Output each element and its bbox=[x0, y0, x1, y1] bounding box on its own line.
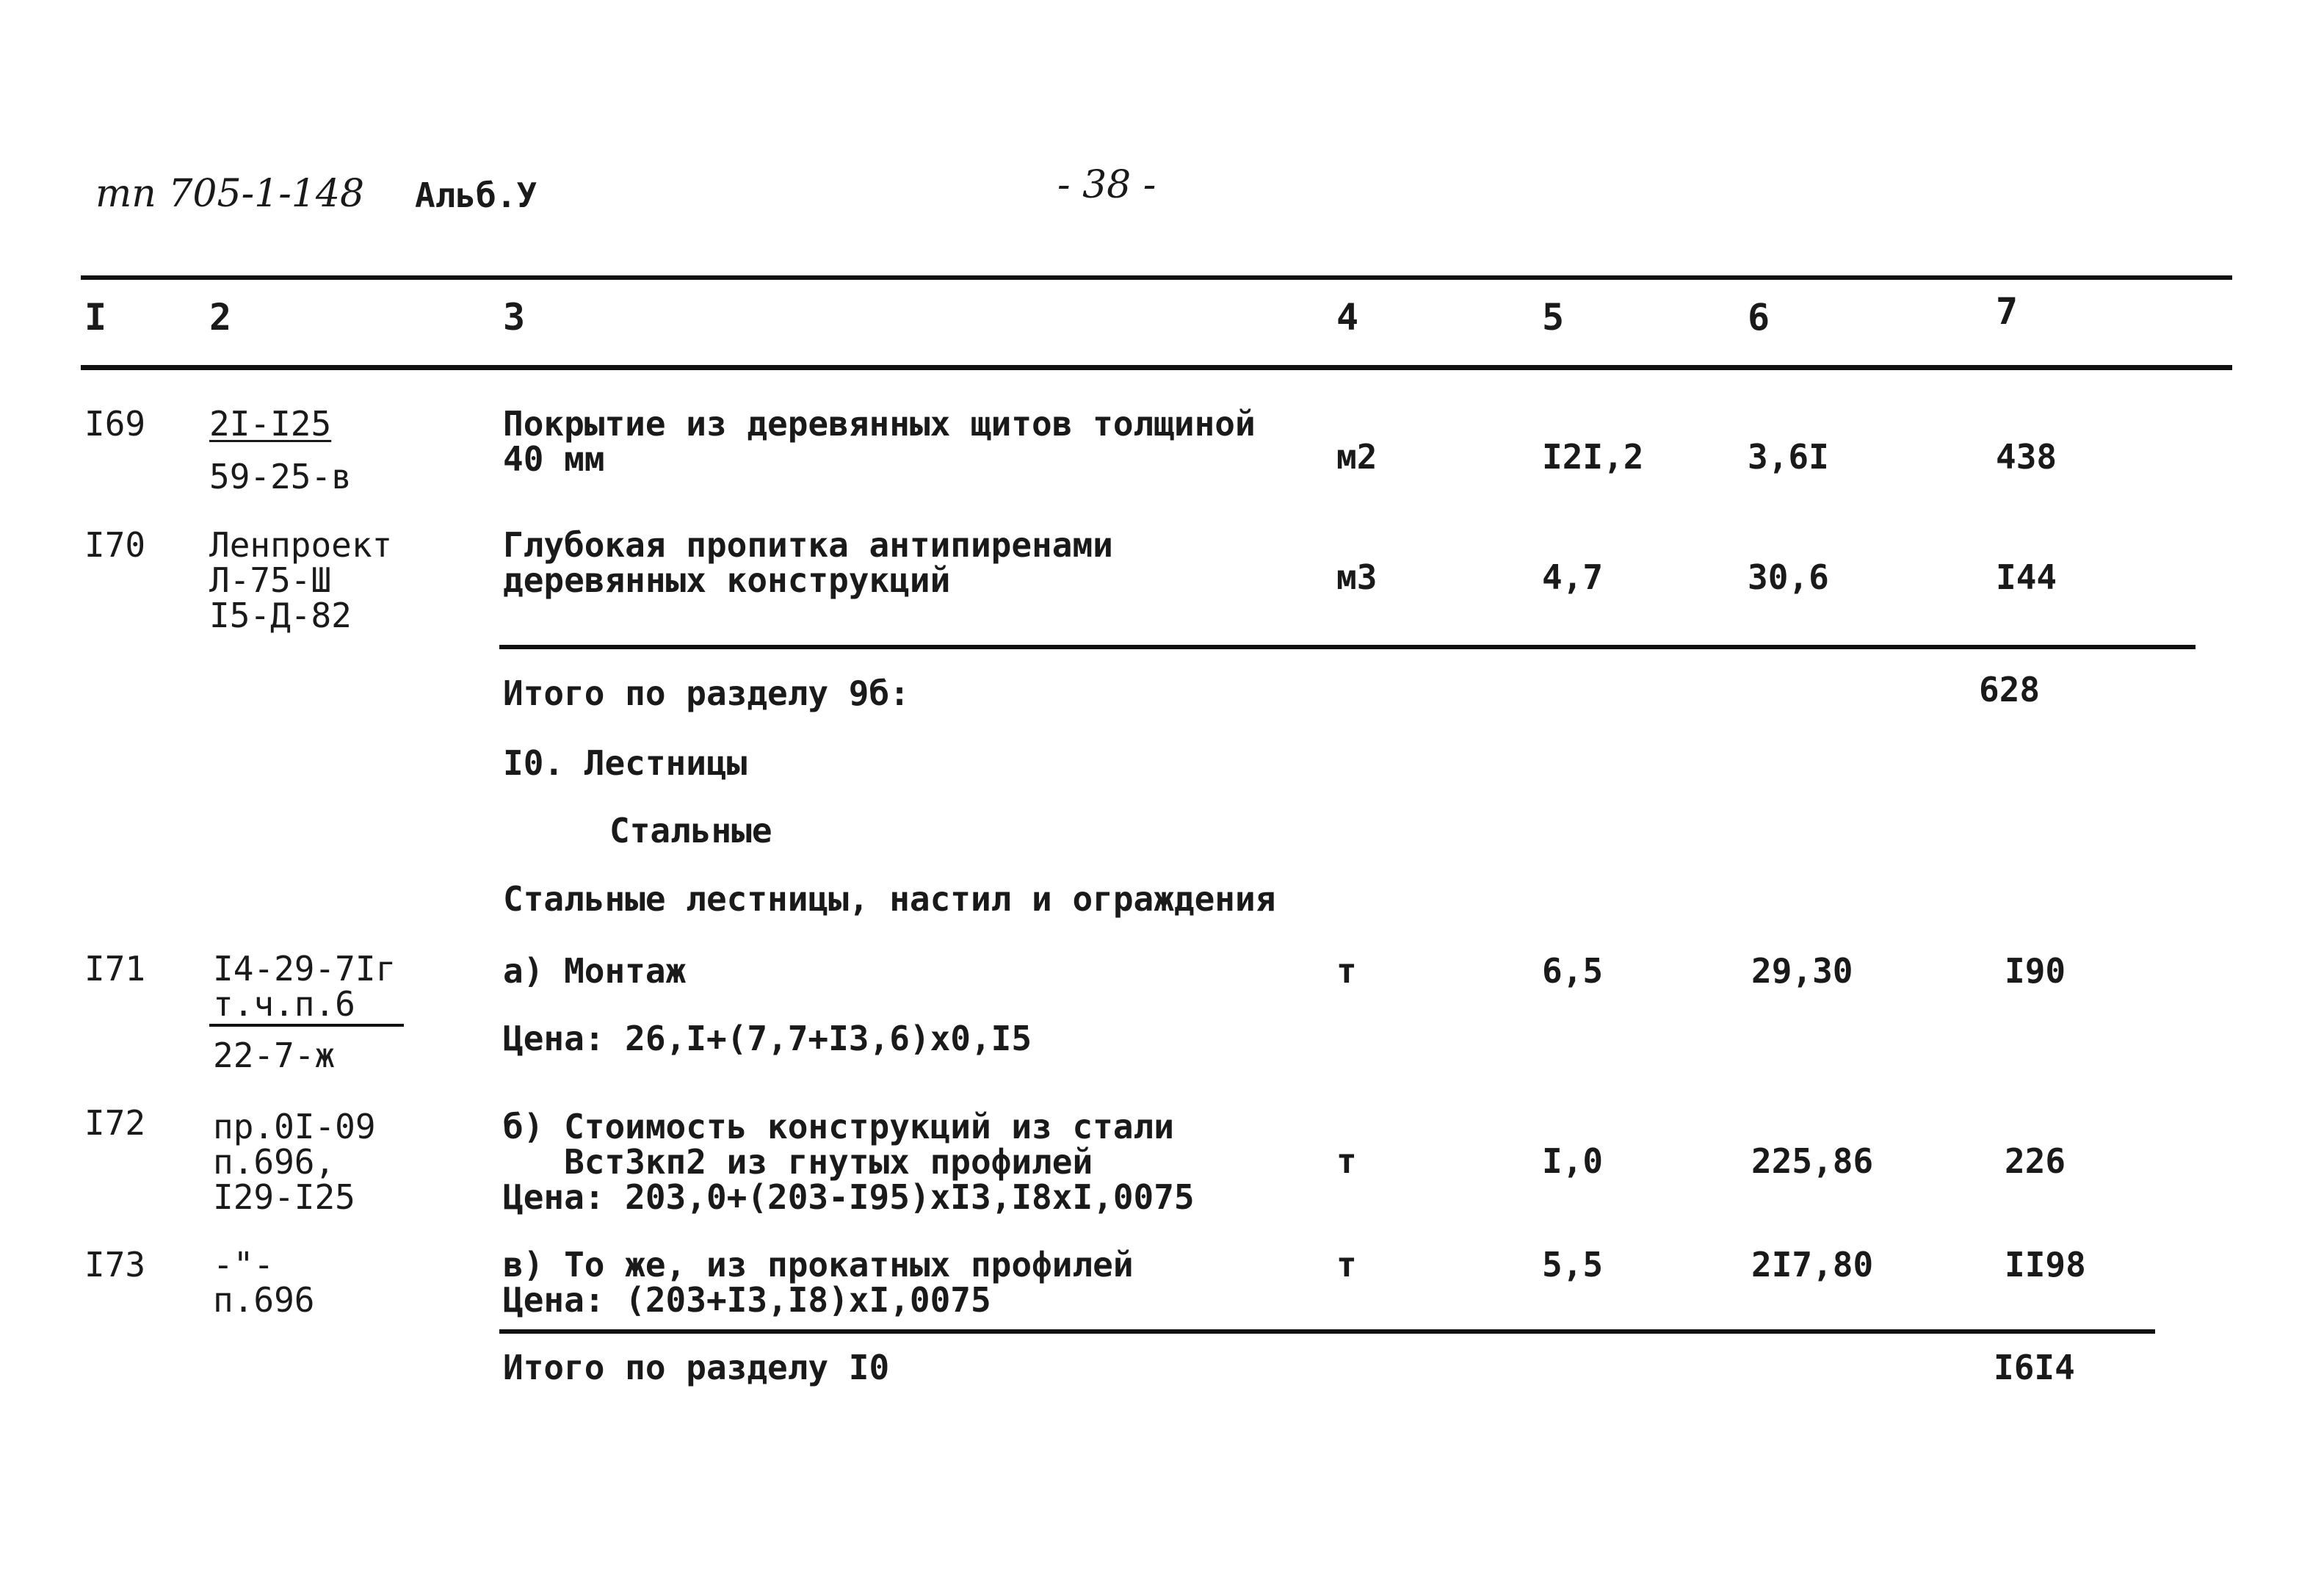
row-number: I73 bbox=[84, 1245, 146, 1284]
row-number: I72 bbox=[84, 1103, 146, 1143]
row-total: I90 bbox=[2005, 951, 2066, 991]
row-description: Глубокая пропитка антипиренами bbox=[503, 525, 1113, 565]
row-reference: Л-75-Ш bbox=[209, 560, 332, 600]
row-reference: т.ч.п.6 bbox=[213, 984, 355, 1024]
column-header-3: 3 bbox=[503, 296, 526, 339]
row-price: 30,6 bbox=[1748, 557, 1829, 597]
row-description: в) То же, из прокатных профилей bbox=[503, 1245, 1134, 1284]
row-reference: п.696 bbox=[213, 1280, 315, 1320]
document-code: тп 705-1-148 bbox=[95, 172, 365, 216]
row-reference: 59-25-в bbox=[209, 457, 352, 496]
row-reference: 22-7-ж bbox=[213, 1036, 336, 1075]
row-number: I71 bbox=[84, 949, 146, 989]
row-total: 226 bbox=[2005, 1141, 2066, 1181]
row-total: II98 bbox=[2005, 1245, 2086, 1284]
subtotal-rule bbox=[499, 1329, 2155, 1334]
row-description: б) Стоимость конструкций из стали bbox=[503, 1107, 1174, 1146]
header-bottom-rule bbox=[81, 365, 2232, 370]
section-group-heading: Стальные лестницы, настил и ограждения bbox=[503, 879, 1276, 919]
row-quantity: I2I,2 bbox=[1542, 437, 1644, 477]
section-10-subtotal-value: I6I4 bbox=[1994, 1348, 2075, 1387]
row-reference: п.696, bbox=[213, 1142, 336, 1182]
row-price: 3,6I bbox=[1748, 437, 1829, 477]
row-unit: т bbox=[1336, 1245, 1357, 1284]
section-10-subtotal-label: Итого по разделу I0 bbox=[503, 1348, 890, 1387]
row-reference: I4-29-7Iг bbox=[213, 949, 397, 989]
row-description: а) Монтаж bbox=[503, 951, 687, 991]
column-header-4: 4 bbox=[1336, 296, 1359, 339]
column-header-2: 2 bbox=[209, 296, 232, 339]
row-description: Цена: 203,0+(203-I95)xI3,I8xI,0075 bbox=[503, 1177, 1195, 1217]
row-price: 2I7,80 bbox=[1751, 1245, 1874, 1284]
row-number: I69 bbox=[84, 404, 146, 444]
row-quantity: 4,7 bbox=[1542, 557, 1604, 597]
row-price: 225,86 bbox=[1751, 1141, 1874, 1181]
row-price: 29,30 bbox=[1751, 951, 1853, 991]
row-quantity: 5,5 bbox=[1542, 1245, 1604, 1284]
row-reference: Ленпроект bbox=[209, 525, 393, 565]
row-unit: т bbox=[1336, 1141, 1357, 1181]
column-header-7: 7 bbox=[1996, 290, 2019, 333]
row-total: 438 bbox=[1996, 437, 2057, 477]
row-unit: м2 bbox=[1336, 437, 1378, 477]
section-title: I0. Лестницы bbox=[503, 743, 747, 783]
row-reference: 2I-I25 bbox=[209, 404, 332, 444]
section-9b-subtotal-label: Итого по разделу 9б: bbox=[503, 673, 910, 713]
row-unit: м3 bbox=[1336, 557, 1378, 597]
section-9b-subtotal-value: 628 bbox=[1979, 670, 2041, 709]
column-header-1: I bbox=[84, 296, 107, 339]
table-top-rule bbox=[81, 275, 2232, 280]
row-reference: пр.0I-09 bbox=[213, 1107, 376, 1146]
row-quantity: 6,5 bbox=[1542, 951, 1604, 991]
row-description: Цена: 26,I+(7,7+I3,6)x0,I5 bbox=[503, 1019, 1032, 1058]
row-number: I70 bbox=[84, 525, 146, 565]
section-subtitle: Стальные bbox=[609, 811, 772, 850]
row-quantity: I,0 bbox=[1542, 1141, 1604, 1181]
album-label: Альб.У bbox=[415, 176, 537, 215]
row-description: 40 мм bbox=[503, 439, 605, 479]
row-reference: I29-I25 bbox=[213, 1177, 355, 1217]
row-total: I44 bbox=[1996, 557, 2057, 597]
row-unit: т bbox=[1336, 951, 1357, 991]
column-header-6: 6 bbox=[1748, 296, 1770, 339]
column-header-5: 5 bbox=[1542, 296, 1565, 339]
row-reference: I5-Д-82 bbox=[209, 596, 352, 635]
reference-divider bbox=[209, 1024, 404, 1027]
row-description: Цена: (203+I3,I8)xI,0075 bbox=[503, 1280, 991, 1320]
row-description: деревянных конструкций bbox=[503, 560, 951, 600]
row-description: ВстЗкп2 из гнутых профилей bbox=[503, 1142, 1093, 1182]
row-description: Покрытие из деревянных щитов толщиной bbox=[503, 404, 1256, 444]
page-number: - 38 - bbox=[1057, 163, 1156, 207]
subtotal-rule bbox=[499, 645, 2196, 649]
row-reference: -"- bbox=[213, 1245, 275, 1284]
